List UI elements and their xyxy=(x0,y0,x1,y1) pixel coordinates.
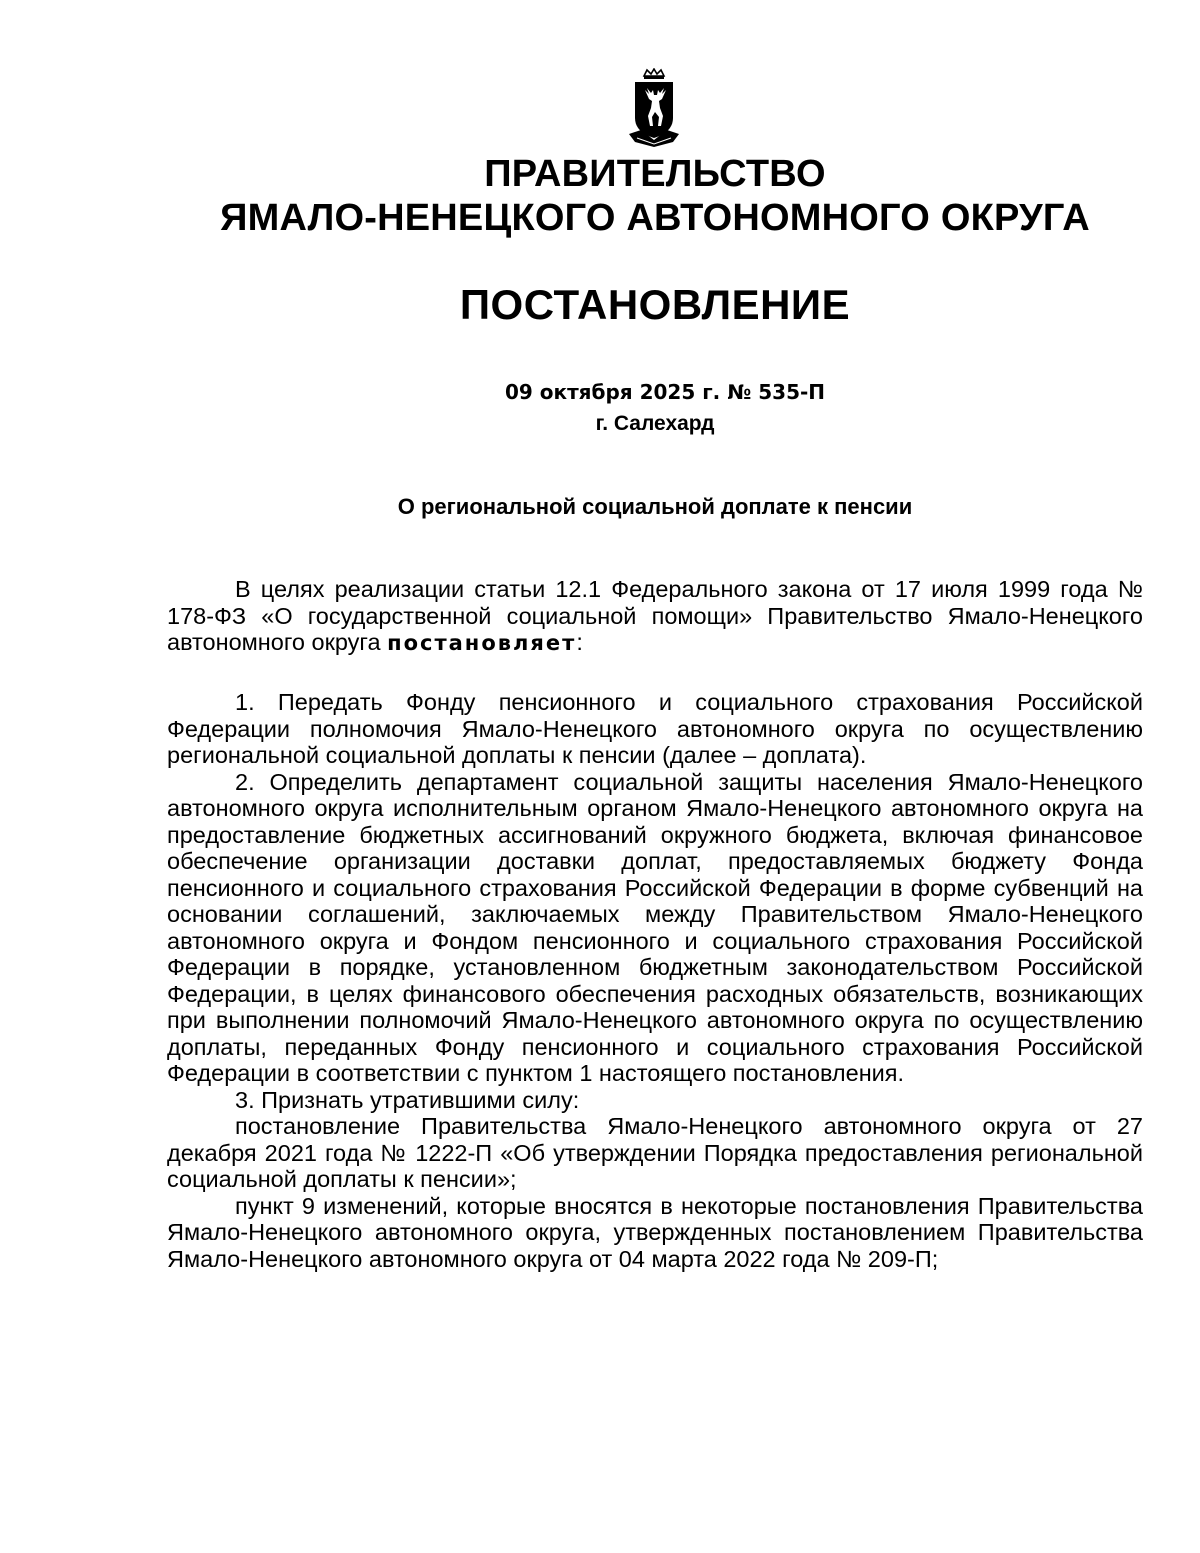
government-name-line2: ЯМАЛО-НЕНЕЦКОГО АВТОНОМНОГО ОКРУГА xyxy=(220,197,1090,239)
paragraph-item-2: 2. Определить департамент социальной защиты населения Ямало-Ненецкого автономного округа исполнительным органом Ямало-Ненецкого автономного округа на предоставление бюджетных ассигнований окружного бюджета, включая финансовое обеспечение организации доставки доплат, предоставляемых бюджету Фонда пенсионного и социального страхования Российской Федерации в форме субвенций на основании соглашений, заключаемых между Правительством Ямало-Ненецкого автономного округа и Фондом пенсионного и социального страхования Российской Федерации в порядке, установленном бюджетным законодательством Российской Федерации, в целях финансового обеспечения расходных обязательств, возникающих при выполнении полномочий Ямало-Ненецкого автономного округа по осуществлению доплаты, переданных Фонду пенсионного и социального страхования Российской Федерации в соответствии с пунктом 1 настоящего постановления. xyxy=(167,768,1143,1086)
document-type-title: ПОСТАНОВЛЕНИЕ xyxy=(459,281,851,328)
paragraph-item-1: 1. Передать Фонду пенсионного и социального страхования Российской Федерации полномочия Ямало-Ненецкого автономного округа по осуществлению региональной социальной доплаты к пенсии (далее – доплата). xyxy=(167,689,1143,768)
decree-date-number: 09 октября 2025 г. № 535-П xyxy=(504,380,826,404)
decree-items xyxy=(167,689,1143,1272)
yamal-coat-of-arms-icon xyxy=(627,68,681,148)
paragraph-item-3-sub-1: постановление Правительства Ямало-Ненецкого автономного округа от 27 декабря 2021 года № 1222-П «Об утверждении Порядка предоставления региональной социальной доплаты к пенсии»; xyxy=(167,1113,1143,1192)
decree-subject: О региональной социальной доплате к пенсии xyxy=(397,494,913,519)
intro-text: В целях реализации статьи 12.1 Федерального закона от 17 июля 1999 года № 178-ФЗ «О государственной социальной помощи» Правительство Ямало-Ненецкого автономного округа xyxy=(167,576,1143,655)
intro-keyword: постановляет xyxy=(387,631,577,655)
intro-paragraph xyxy=(167,576,1143,657)
intro-colon: : xyxy=(576,629,583,655)
government-name-line1: ПРАВИТЕЛЬСТВО xyxy=(484,153,826,195)
paragraph-item-3-sub-2: пункт 9 изменений, которые вносятся в некоторые постановления Правительства Ямало-Ненецкого автономного округа, утвержденных постановлением Правительства Ямало-Ненецкого автономного округа от 04 марта 2022 года № 209-П; xyxy=(167,1192,1143,1272)
paragraph-item-3: 3. Признать утратившими силу: xyxy=(235,1086,580,1113)
decree-city: г. Салехард xyxy=(595,412,715,435)
